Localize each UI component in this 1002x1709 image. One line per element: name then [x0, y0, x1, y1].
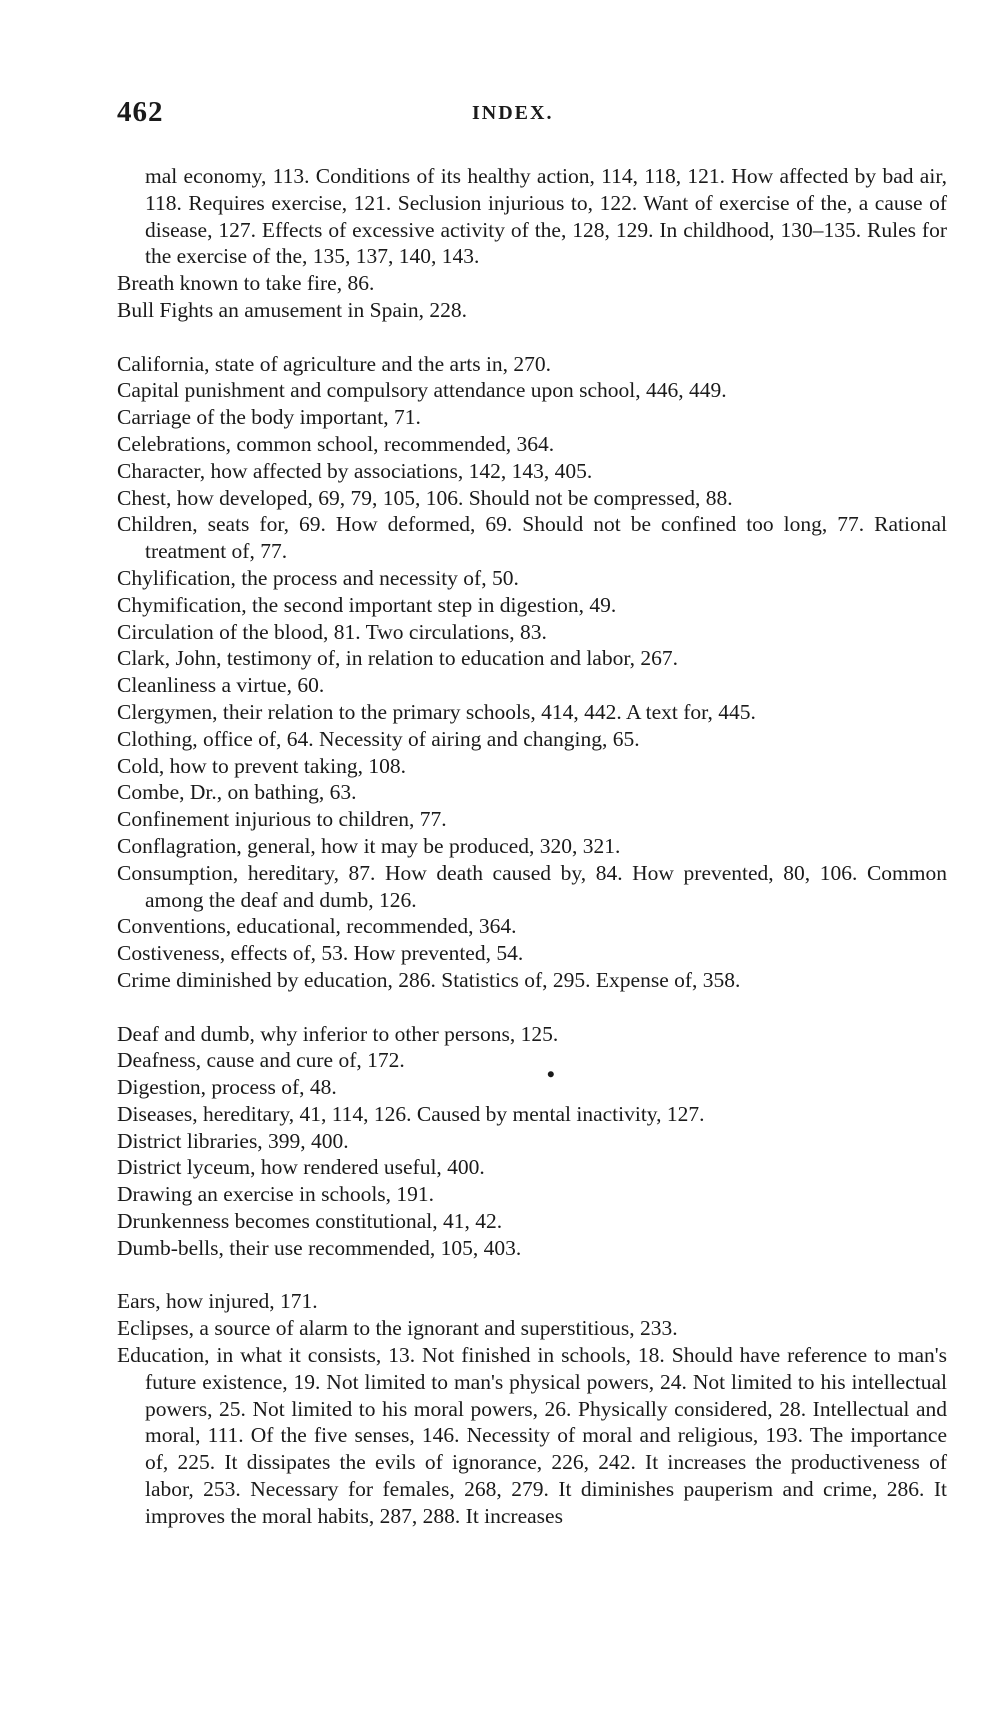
index-group-b: [117, 163, 947, 324]
index-entry: Carriage of the body important, 71.: [117, 405, 421, 430]
index-entry: Clothing, office of, 64. Necessity of airing and changing, 65.: [117, 726, 640, 751]
index-entry: District lyceum, how rendered useful, 400.: [117, 1155, 485, 1180]
index-entry: Drawing an exercise in schools, 191.: [117, 1182, 435, 1207]
stray-ink-mark: ●: [543, 1065, 559, 1084]
index-group-e: [117, 1288, 947, 1529]
index-entry: Combe, Dr., on bathing, 63.: [117, 780, 357, 805]
index-entry: Conflagration, general, how it may be produced, 320, 321.: [117, 833, 621, 858]
index-entry: Character, how affected by associations, 142, 143, 405.: [117, 458, 593, 483]
index-entry: Confinement injurious to children, 77.: [117, 807, 447, 832]
running-head: INDEX.: [472, 102, 554, 124]
index-group-d: [117, 1021, 947, 1262]
index-body: [117, 163, 947, 1530]
page-number: 462: [117, 96, 164, 128]
index-entry: Education, in what it consists, 13. Not finished in schools, 18. Should have reference to man's future existence, 19. Not limited to man's physical powers, 24. Not limited to his intellectual powers, 25. Not limited to his moral powers, 26. Physically considered, 28. Intellectual and moral, 111. Of the five senses, 146. Necessity of moral and religious, 193. The importance of, 225. It dissipates the evils of ignorance, 226, 242. It increases the productiveness of labor, 253. Necessary for females, 268, 279. It diminishes pauperism and crime, 286. It improves the moral habits, 287, 288. It increases: [117, 1343, 947, 1528]
index-entry: Deaf and dumb, why inferior to other persons, 125.: [117, 1021, 559, 1046]
index-entry: Dumb-bells, their use recommended, 105, 403.: [117, 1235, 522, 1260]
index-entry: Breath known to take fire, 86.: [117, 271, 375, 296]
index-entry: California, state of agriculture and the arts in, 270.: [117, 351, 552, 376]
index-entry: Conventions, educational, recommended, 364.: [117, 914, 517, 939]
index-entry: Children, seats for, 69. How deformed, 69. Should not be confined too long, 77. Rational treatment of, 77.: [117, 512, 947, 564]
index-entry: Costiveness, effects of, 53. How prevented, 54.: [117, 941, 524, 966]
index-entry: mal economy, 113. Conditions of its healthy action, 114, 118, 121. How affected by bad air, 118. Requires exercise, 121. Seclusion injurious to, 122. Want of exercise of the, a cause of disease, 127. Effects of excessive activity of the, 128, 129. In childhood, 130–135. Rules for the exercise of the, 135, 137, 140, 143.: [145, 164, 947, 269]
index-entry: Drunkenness becomes constitutional, 41, 42.: [117, 1209, 503, 1234]
index-entry: Bull Fights an amusement in Spain, 228.: [117, 297, 467, 322]
index-entry: Capital punishment and compulsory attendance upon school, 446, 449.: [117, 378, 727, 403]
index-entry: Crime diminished by education, 286. Statistics of, 295. Expense of, 358.: [117, 967, 741, 992]
index-entry: Digestion, process of, 48.: [117, 1075, 337, 1100]
index-entry: Chest, how developed, 69, 79, 105, 106. Should not be compressed, 88.: [117, 485, 733, 510]
index-group-c: [117, 351, 947, 994]
index-entry: Eclipses, a source of alarm to the ignorant and superstitious, 233.: [117, 1316, 678, 1341]
index-entry: Clergymen, their relation to the primary schools, 414, 442. A text for, 445.: [117, 699, 756, 724]
index-entry: Ears, how injured, 171.: [117, 1289, 318, 1314]
index-entry: Cleanliness a virtue, 60.: [117, 673, 325, 698]
index-entry: Circulation of the blood, 81. Two circulations, 83.: [117, 619, 547, 644]
index-entry: Diseases, hereditary, 41, 114, 126. Caused by mental inactivity, 127.: [117, 1101, 705, 1126]
index-entry: Celebrations, common school, recommended, 364.: [117, 431, 555, 456]
index-entry: Deafness, cause and cure of, 172.: [117, 1048, 405, 1073]
index-entry: Chylification, the process and necessity of, 50.: [117, 565, 519, 590]
index-entry: Clark, John, testimony of, in relation to education and labor, 267.: [117, 646, 679, 671]
page-header: [117, 96, 947, 136]
index-entry: District libraries, 399, 400.: [117, 1128, 349, 1153]
index-entry: Consumption, hereditary, 87. How death caused by, 84. How prevented, 80, 106. Common among the deaf and dumb, 126.: [117, 860, 947, 912]
index-entry: Chymification, the second important step in digestion, 49.: [117, 592, 617, 617]
index-entry: Cold, how to prevent taking, 108.: [117, 753, 407, 778]
